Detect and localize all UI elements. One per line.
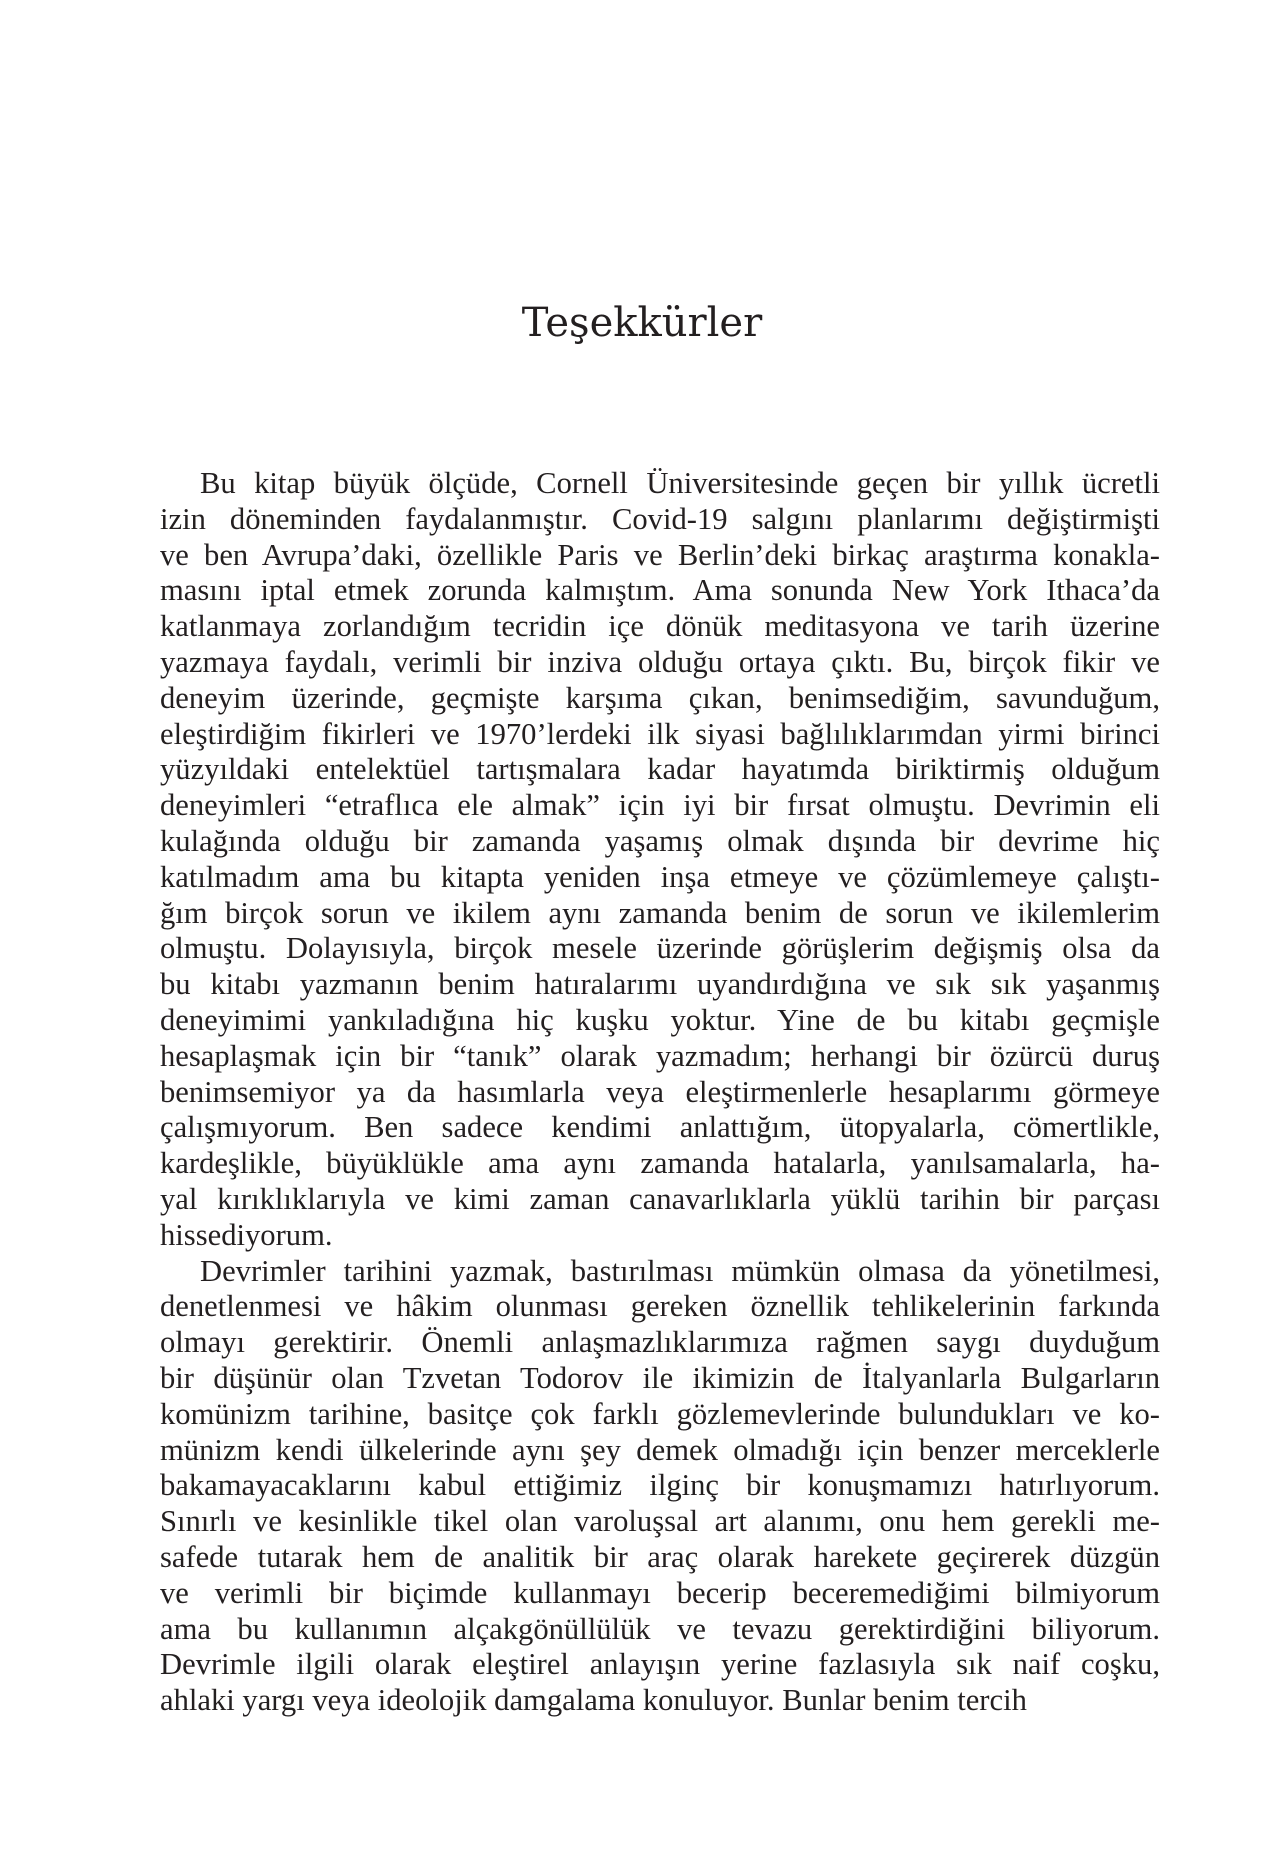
- text-line: yüzyıldaki entelektüel tartışmalara kadar hayatımda biriktirmiş olduğum: [160, 752, 1160, 787]
- text-line: olmayı gerektirir. Önemli anlaşmazlıklarımıza rağmen saygı duyduğum: [160, 1325, 1160, 1360]
- text-line: deneyim üzerinde, geçmişte karşıma çıkan, benimsediğim, savunduğum,: [160, 680, 1160, 715]
- text-line: masını iptal etmek zorunda kalmıştım. Ama sonunda New York Ithaca’da: [160, 573, 1160, 608]
- text-line: olmuştu. Dolayısıyla, birçok mesele üzerinde görüşlerim değişmiş olsa da: [160, 931, 1160, 966]
- text-line: Devrimler tarihini yazmak, bastırılması mümkün olmasa da yönetilmesi,: [200, 1253, 1160, 1288]
- page-title: Teşekkürler: [521, 300, 763, 346]
- text-line: yal kırıklıklarıyla ve kimi zaman canavarlıklarla yüklü tarihin bir parçası: [160, 1181, 1160, 1216]
- text-line: bir düşünür olan Tzvetan Todorov ile ikimizin de İtalyanlarla Bulgarların: [160, 1360, 1160, 1395]
- text-line: izin döneminden faydalanmıştır. Covid-19 salgını planlarımı değiştirmişti: [160, 501, 1160, 536]
- text-line: kardeşlikle, büyüklükle ama aynı zamanda hatalarla, yanılsamalarla, ha-: [160, 1146, 1160, 1181]
- text-line: ama bu kullanımın alçakgönüllülük ve tevazu gerektirdiğini biliyorum.: [160, 1611, 1160, 1646]
- text-line: hissediyorum.: [160, 1217, 333, 1252]
- text-line: yazmaya faydalı, verimli bir inziva olduğu ortaya çıktı. Bu, birçok fikir ve: [160, 644, 1160, 679]
- text-line: Sınırlı ve kesinlikle tikel olan varoluşsal art alanımı, onu hem gerekli me-: [160, 1504, 1160, 1539]
- text-line: çalışmıyorum. Ben sadece kendimi anlattığım, ütopyalarla, cömertlikle,: [160, 1110, 1160, 1145]
- text-line: ahlaki yargı veya ideolojik damgalama konuluyor. Bunlar benim tercih: [160, 1683, 1027, 1718]
- body-text: [160, 466, 1160, 1719]
- text-line: benimsemiyor ya da hasımlarla veya eleştirmenlerle hesaplarımı görmeye: [160, 1074, 1160, 1109]
- text-line: katlanmaya zorlandığım tecridin içe dönük meditasyona ve tarih üzerine: [160, 609, 1160, 644]
- text-line: kulağında olduğu bir zamanda yaşamış olmak dışında bir devrime hiç: [160, 823, 1160, 858]
- text-line: bu kitabı yazmanın benim hatıralarımı uyandırdığına ve sık sık yaşanmış: [160, 967, 1160, 1002]
- text-line: münizm kendi ülkelerinde aynı şey demek olmadığı için benzer merceklerle: [160, 1432, 1160, 1467]
- paragraph: [160, 466, 1160, 1254]
- text-line: eleştirdiğim fikirleri ve 1970’lerdeki ilk siyasi bağlılıklarımdan yirmi birinci: [160, 716, 1160, 751]
- paragraph: [160, 1254, 1160, 1719]
- text-line: Devrimle ilgili olarak eleştirel anlayışın yerine fazlasıyla sık naif coşku,: [160, 1647, 1160, 1682]
- text-line: hesaplaşmak için bir “tanık” olarak yazmadım; herhangi bir özürcü duruş: [160, 1038, 1160, 1073]
- text-line: ğım birçok sorun ve ikilem aynı zamanda benim de sorun ve ikilemlerim: [160, 895, 1160, 930]
- text-line: ve verimli bir biçimde kullanmayı becerip beceremediğimi bilmiyorum: [160, 1575, 1160, 1610]
- text-line: deneyimimi yankıladığına hiç kuşku yoktur. Yine de bu kitabı geçmişle: [160, 1002, 1160, 1037]
- text-line: ve ben Avrupa’daki, özellikle Paris ve Berlin’deki birkaç araştırma konakla-: [160, 537, 1160, 572]
- text-line: katılmadım ama bu kitapta yeniden inşa etmeye ve çözümlemeye çalıştı-: [160, 859, 1160, 894]
- text-line: denetlenmesi ve hâkim olunması gereken öznellik tehlikelerinin farkında: [160, 1289, 1160, 1324]
- text-line: safede tutarak hem de analitik bir araç olarak harekete geçirerek düzgün: [160, 1539, 1160, 1574]
- text-line: bakamayacaklarını kabul ettiğimiz ilginç bir konuşmamızı hatırlıyorum.: [160, 1468, 1160, 1503]
- text-line: Bu kitap büyük ölçüde, Cornell Üniversitesinde geçen bir yıllık ücretli: [200, 466, 1160, 500]
- text-line: komünizm tarihine, basitçe çok farklı gözlemevlerinde bulundukları ve ko-: [160, 1396, 1160, 1431]
- text-line: deneyimleri “etraflıca ele almak” için iyi bir fırsat olmuştu. Devrimin eli: [160, 788, 1160, 823]
